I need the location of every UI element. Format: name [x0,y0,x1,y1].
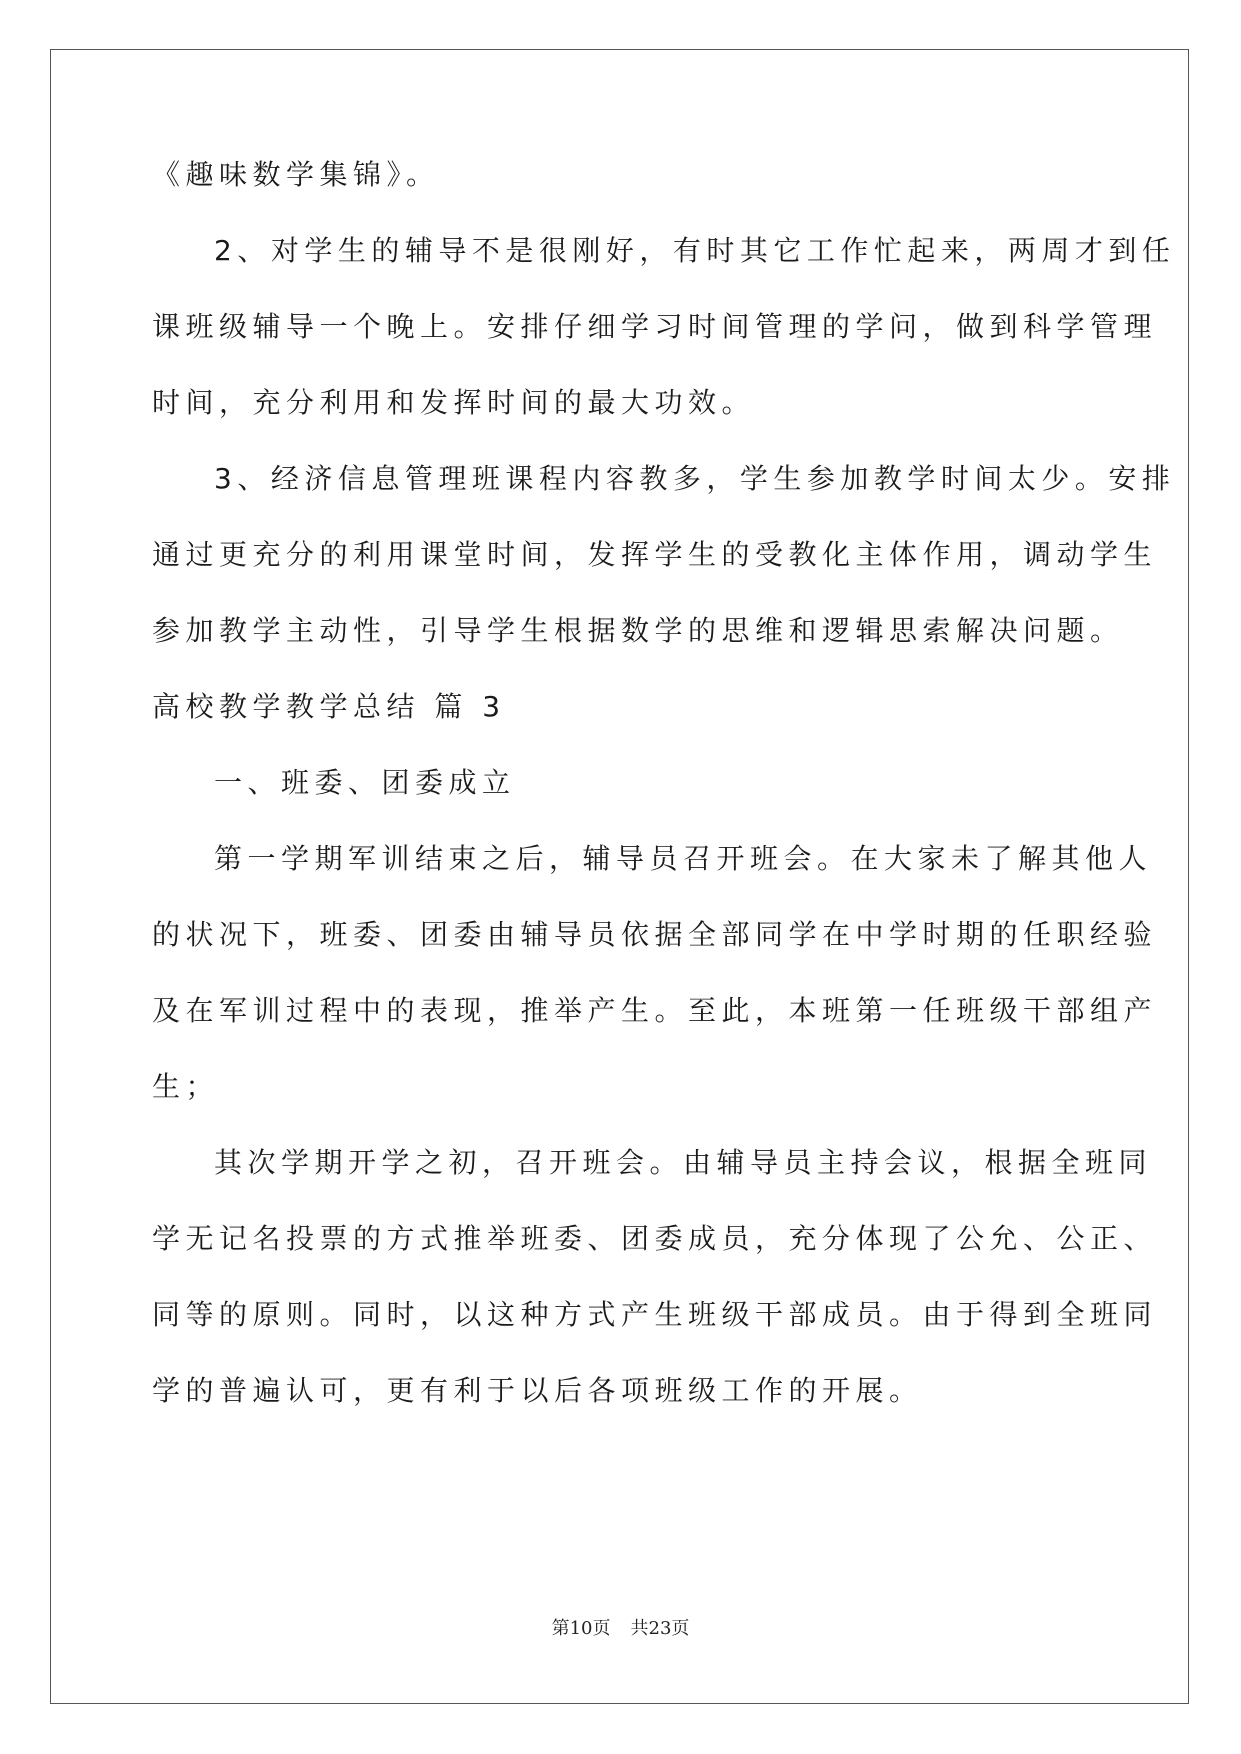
text-line: 时间，充分利用和发挥时间的最大功效。 [152,386,756,419]
text-line: 学的普遍认可，更有利于以后各项班级工作的开展。 [152,1374,923,1407]
page-total: 共23页 [630,1618,690,1639]
text-line: 第一学期军训结束之后，辅导员召开班会。在大家未了解其他人 [214,842,1153,875]
text-line: 通过更充分的利用课堂时间，发挥学生的受教化主体作用，调动学生 [152,538,1158,571]
text-line: 2、对学生的辅导不是很刚好，有时其它工作忙起来，两周才到任 [214,234,1176,267]
page-number: 第10页 [551,1618,611,1639]
section-heading: 高校教学教学总结 篇 3 [152,690,506,723]
text-line: 的状况下，班委、团委由辅导员依据全部同学在中学时期的任职经验 [152,918,1158,951]
subsection-heading: 一、班委、团委成立 [214,766,516,799]
page-footer [0,1617,1241,1641]
text-line: 及在军训过程中的表现，推举产生。至此，本班第一任班级干部组产 [152,994,1158,1027]
text-line: 同等的原则。同时，以这种方式产生班级干部成员。由于得到全班同 [152,1298,1158,1331]
text-line: 课班级辅导一个晚上。安排仔细学习时间管理的学问，做到科学管理 [152,310,1158,343]
text-line: 参加教学主动性，引导学生根据数学的思维和逻辑思索解决问题。 [152,614,1124,647]
text-line: 《趣味数学集锦》。 [152,158,440,191]
text-line: 3、经济信息管理班课程内容教多，学生参加教学时间太少。安排 [214,462,1176,495]
text-line: 学无记名投票的方式推举班委、团委成员，充分体现了公允、公正、 [152,1222,1158,1255]
text-line: 生； [152,1070,220,1103]
text-line: 其次学期开学之初，召开班会。由辅导员主持会议，根据全班同 [214,1146,1153,1179]
